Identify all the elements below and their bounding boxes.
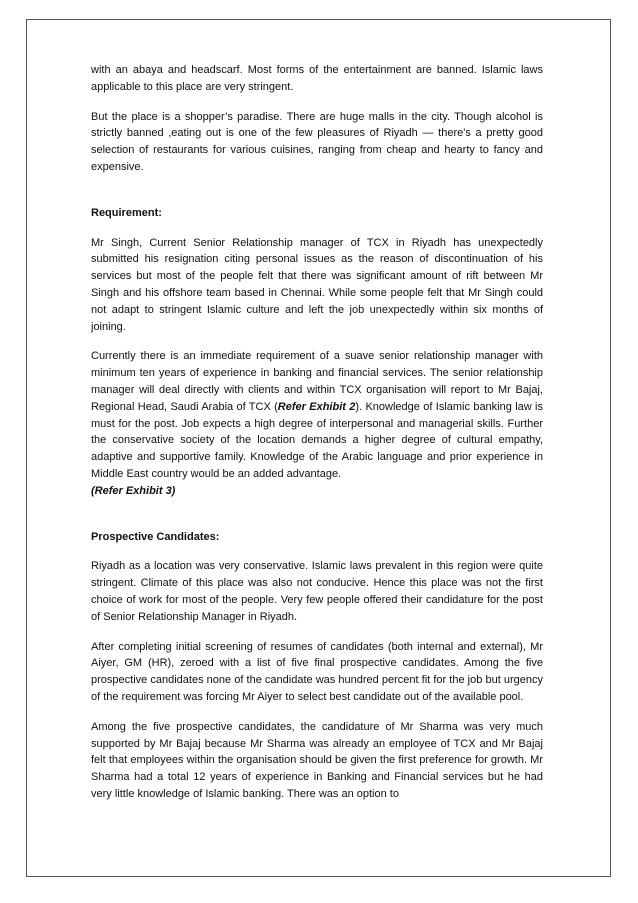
paragraph-resignation: Mr Singh, Current Senior Relationship manager of TCX in Riyadh has unexpectedly submitted his resignation citing personal issues as the reason of discontinuation of his services but most of the people felt that there was significant amount of rift between Mr Singh and his offshore team based in Chennai. While some people felt that Mr Singh could not adapt to stringent Islamic culture and left the job unexpectedly within six months of joining. [91,236,543,333]
requirement-text-b: ). Knowledge of Islamic banking law is must for the post. Job expects a high degree of interpersonal and managerial skills. Further the conservative society of the location demands a higher degree of cultural empathy, adaptive and supportive family. Knowledge of the Arabic language and prior experience in Middle East country would be an added advantage. [91,400,543,480]
paragraph-shopping: But the place is a shopper’s paradise. There are huge malls in the city. Though alcohol is strictly banned ,eating out is one of the few pleasures of Riyadh — there's a pretty good selection of restaurants for various cuisines, ranging from cheap and hearty to fancy and expensive. [91,110,543,173]
document-body [91,62,543,803]
exhibit-2-reference: Refer Exhibit 2 [277,400,356,413]
requirement-text-a: Currently there is an immediate requirement of a suave senior relationship manager with minimum ten years of experience in banking and financial services. The senior relationship manager will deal directly with clients and within TCX organisation will report to Mr Bajaj, Regional Head, Saudi Arabia of TCX ( [91,350,543,413]
paragraph-screening: After completing initial screening of resumes of candidates (both internal and external), Mr Aiyer, GM (HR), zeroed with a list of five final prospective candidates. Among the five prospective candidates none of the candidate was hundred percent fit for the job but urgency of the requirement was forcing Mr Aiyer to select best candidate out of the available pool. [91,640,543,703]
paragraph-abaya: with an abaya and headscarf. Most forms of the entertainment are banned. Islamic laws applicable to this place are very stringent. [91,64,543,93]
requirement-heading: Requirement: [91,206,162,219]
paragraph-requirement [91,348,543,482]
exhibit-3-reference: (Refer Exhibit 3) [91,484,176,497]
paragraph-sharma: Among the five prospective candidates, the candidature of Mr Sharma was very much supported by Mr Bajaj because Mr Sharma was already an employee of TCX and Mr Bajaj felt that employees within the organisation should be given the first preference for growth. Mr Sharma had a total 12 years of experience in Banking and Financial services but he had very little knowledge of Islamic banking. There was an option to [91,720,543,800]
paragraph-location: Riyadh as a location was very conservative. Islamic laws prevalent in this region were quite stringent. Climate of this place was also not conducive. Hence this place was not the first choice of work for most of the people. Very few people offered their candidature for the post of Senior Relationship Manager in Riyadh. [91,560,543,623]
candidates-heading: Prospective Candidates: [91,530,220,543]
